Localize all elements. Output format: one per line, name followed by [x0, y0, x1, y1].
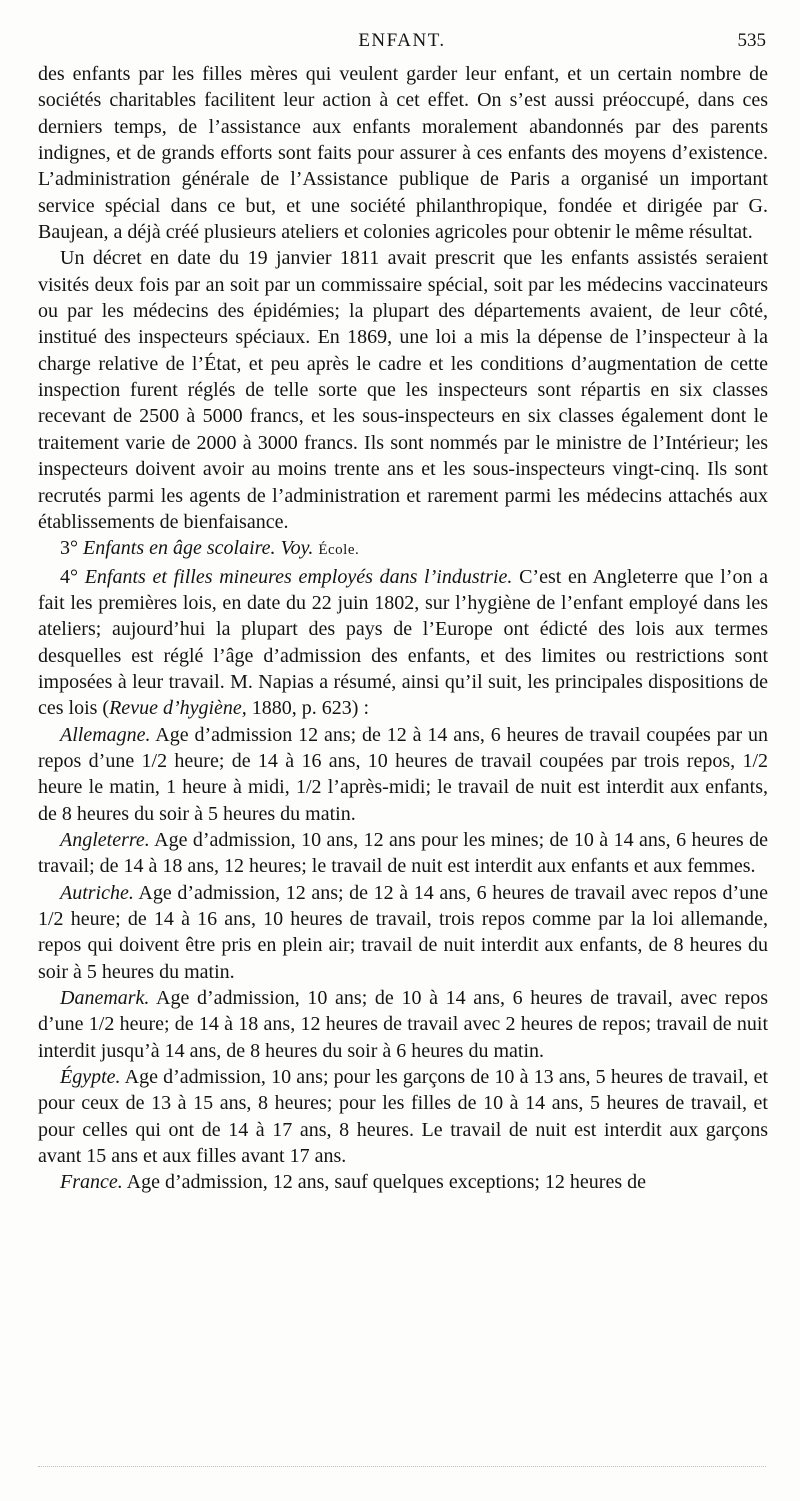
country-entry [38, 722, 768, 827]
citation-journal: Revue d’hygiène, [109, 697, 247, 720]
country-text: Age d’admission, 10 ans; de 10 à 14 ans, 6 heures de travail, avec repos d’une 1/2 heure; de 14 à 18 ans, 12 heures de travail avec 2 heures de repos; travail de nuit interdit jusqu’à 14 ans, de 8 heures du soir à 6 heures du matin. [38, 987, 768, 1062]
section-title: Enfants en âge scolaire. [83, 537, 276, 560]
paragraph: des enfants par les filles mères qui veulent garder leur enfant, et un certain nombre de sociétés charitables facilitent leur action à cet effet. On s’est aussi préoccupé, dans ces derniers temps, de l’assistance aux enfants moralement abandonnés par des parents indignes, et de grands efforts sont faits pour assurer à ces enfants des moyens d’existence. L’administration générale de l’Assistance publique de Paris a organisé un important service spécial dans ce but, et une société philanthropique, fondée et dirigée par G. Baujean, a déjà créé plusieurs ateliers et colonies agricoles pour obtenir le même résultat. [38, 63, 768, 244]
section-title: Enfants et filles mineures employés dans l’industrie. [84, 565, 513, 588]
country-text: Age d’admission, 12 ans, sauf quelques exceptions; 12 heures de [126, 1171, 646, 1194]
country-entry [38, 827, 768, 880]
country-name: Danemark. [60, 987, 150, 1010]
country-name: Angleterre. [60, 828, 150, 851]
country-name: Allemagne. [60, 723, 151, 746]
running-header [38, 30, 766, 54]
section-number: 4° [60, 565, 78, 588]
country-text: Age d’admission, 12 ans; de 12 à 14 ans, 6 heures de travail avec repos d’une 1/2 heure; de 14 à 16 ans, 10 heures de travail, trois repos comme par la loi allemande, repos qui doivent être pris en plein air; travail de nuit interdit aux enfants, de 8 heures du soir à 5 heures du matin. [38, 881, 768, 983]
cross-reference-target: École. [318, 542, 360, 559]
bottom-bleed-through [38, 1466, 766, 1469]
country-name: Autriche. [60, 881, 134, 904]
country-name: Égypte. [60, 1066, 121, 1089]
country-text: Age d’admission, 10 ans, 12 ans pour les mines; de 10 à 14 ans, 6 heures de travail; de 14 à 18 ans, 12 heures; le travail de nuit est interdit aux enfants et aux femmes. [38, 828, 768, 878]
cross-reference-label: Voy. [280, 537, 314, 560]
country-name: France. [60, 1171, 123, 1194]
section-text: C’est en Angleterre que l’on a fait les premières lois, en date du 22 juin 1802, sur l’hygiène de l’enfant employé dans les ateliers; aujourd’hui la plupart des pays de l’Europe ont édicté des lois aux termes desquelles est réglé l’âge d’admission des enfants, et des limites ou restrictions sont imposées à leur travail. M. Napias a résumé, ainsi qu’il suit, les principales dispositions de ces lois ( [38, 565, 769, 720]
page-number: 535 [737, 30, 766, 51]
country-entry [38, 1064, 768, 1169]
page-body [38, 61, 768, 1196]
country-entry [38, 985, 768, 1064]
citation-details: 1880, p. 623) : [251, 697, 370, 720]
running-title: ENFANT. [358, 30, 446, 51]
country-text: Age d’admission 12 ans; de 12 à 14 ans, 6 heures de travail coupées par un repos d’une 1/2 heure; de 14 à 16 ans, 10 heures de travail coupées par trois repos, 1/2 heure le matin, 1 heure à midi, 1/2 l’après-midi; le travail de nuit est interdit aux enfants, de 8 heures du soir à 5 heures du matin. [38, 723, 768, 825]
section-heading-3 [38, 535, 768, 563]
section-paragraph-4 [38, 564, 768, 722]
country-entry [38, 880, 768, 985]
country-entry [38, 1169, 768, 1195]
paragraph: Un décret en date du 19 janvier 1811 avait prescrit que les enfants assistés seraient visités deux fois par an soit par un commissaire spécial, soit par les médecins vaccinateurs ou par les médecins des épidémies; la plupart des départements avaient, de leur côté, institué des inspecteurs spéciaux. En 1869, une loi a mis la dépense de l’inspecteur à la charge relative de l’État, et peu après le cadre et les conditions d’augmentation de cette inspection furent réglés de telle sorte que les inspecteurs sont répartis en six classes recevant de 2500 à 5000 francs, et les sous-inspecteurs en six classes également dont le traitement varie de 2000 à 3000 francs. Ils sont nommés par le ministre de l’Intérieur; les inspecteurs doivent avoir au moins trente ans et les sous-inspecteurs vingt-cinq. Ils sont recrutés parmi les agents de l’administration et rarement parmi les médecins attachés aux établissements de bienfaisance. [38, 247, 768, 533]
section-number: 3° [60, 537, 78, 560]
country-text: Age d’admission, 10 ans; pour les garçons de 10 à 13 ans, 5 heures de travail, et pour ceux de 13 à 15 ans, 8 heures; pour les filles de 10 à 14 ans, 5 heures de travail, et pour celles qui ont de 14 à 17 ans, 8 heures. Le travail de nuit est interdit aux garçons avant 15 ans et aux filles avant 17 ans. [38, 1066, 769, 1168]
